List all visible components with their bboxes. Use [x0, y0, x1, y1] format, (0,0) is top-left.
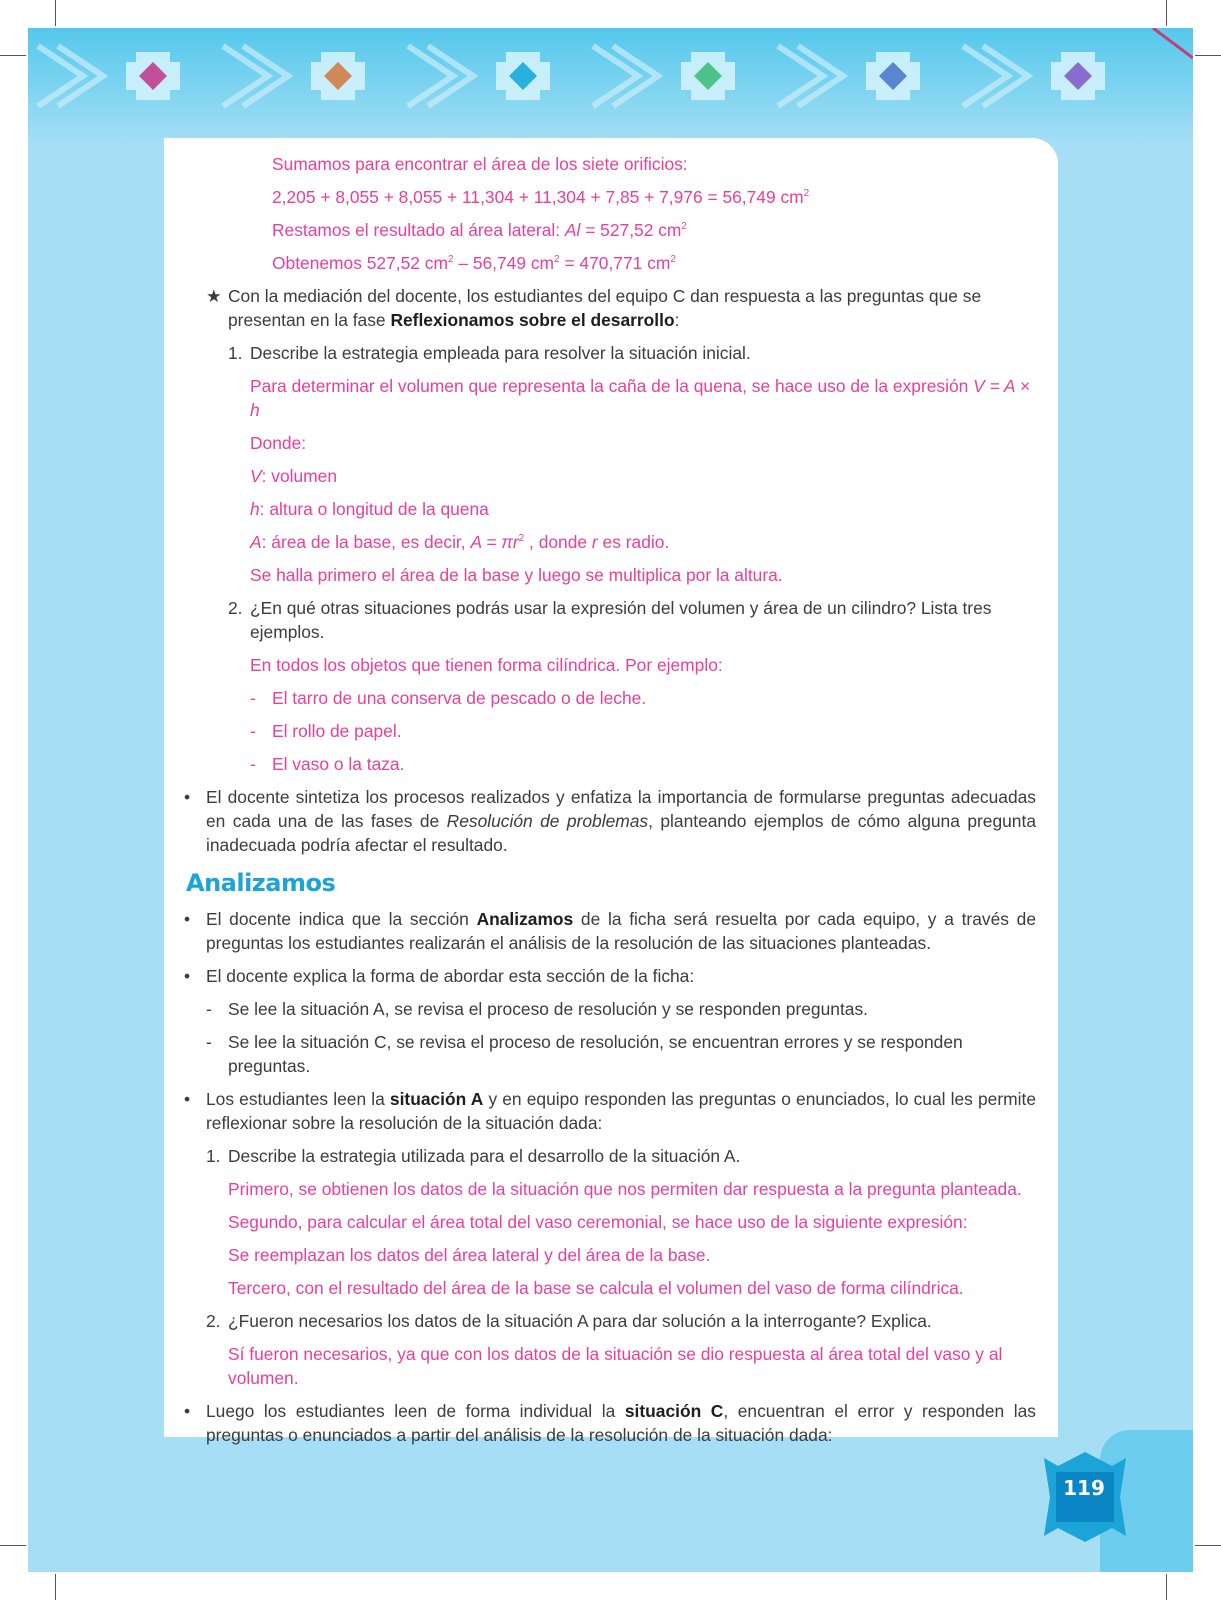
sub-item: - Se lee la situación C, se revisa el proceso de resolución, se encuentran errores y se responden preguntas. — [206, 1032, 963, 1076]
answer-line: Donde: — [250, 433, 307, 453]
question-a2: 2. ¿Fueron necesarios los datos de la situación A para dar solución a la interrogante? Explica. — [206, 1311, 932, 1331]
crop-mark — [55, 1574, 56, 1600]
example-item: - El tarro de una conserva de pescado o de leche. — [250, 688, 647, 708]
bullet-item: • Luego los estudiantes leen de forma individual la situación C, encuentran el error y responden las preguntas o enunciados a partir del análisis de la resolución de la situación dada: — [184, 1401, 1037, 1445]
answer-line: Segundo, para calcular el área total del vaso ceremonial, se hace uso de la siguiente expresión: — [228, 1212, 968, 1232]
bullet-item: • El docente sintetiza los procesos realizados y enfatiza la importancia de formularse preguntas adecuadas en cada una de las fases de Resolución de problemas, planteando ejemplos de cómo alguna pregunta inadecuada podría afectar el resultado. — [184, 787, 1036, 855]
crop-mark — [1166, 1574, 1167, 1600]
star-icon: ★ — [206, 286, 222, 306]
answer-line: A: área de la base, es decir, $A = \pi r^2$ , donde r es radio. — [250, 532, 670, 552]
page-content — [164, 152, 1036, 1456]
section-heading: Analizamos — [186, 869, 336, 897]
bullet-item: • El docente explica la forma de abordar esta sección de la ficha: — [184, 966, 695, 986]
crop-mark — [0, 1545, 26, 1546]
answer-line: h: altura o longitud de la quena — [250, 499, 489, 519]
bullet-item: • Los estudiantes leen la situación A y en equipo responden las preguntas o enunciados, lo cual les permite reflexionar sobre la resolución de la situación dada: — [184, 1089, 1036, 1133]
example-item: - El vaso o la taza. — [250, 754, 405, 774]
crop-mark — [0, 55, 26, 56]
question-2: 2. ¿En qué otras situaciones podrás usar la expresión del volumen y área de un cilindro? Lista tres ejemplos. — [228, 598, 992, 642]
answer-line: Sí fueron necesarios, ya que con los datos de la situación se dio respuesta al área total del vaso y al volumen. — [228, 1344, 1003, 1388]
answer-line: Para determinar el volumen que representa la caña de la quena, se hace uso de la expresión V = A × h — [250, 376, 1030, 420]
answer-line: En todos los objetos que tienen forma cilíndrica. Por ejemplo: — [250, 655, 723, 675]
answer-line: V: volumen — [250, 466, 338, 486]
sub-item: - Se lee la situación A, se revisa el proceso de resolución y se responden preguntas. — [206, 999, 868, 1019]
answer-line: Se reemplazan los datos del área lateral y del área de la base. — [228, 1245, 711, 1265]
answer-line: Primero, se obtienen los datos de la situación que nos permiten dar respuesta a la pregunta planteada. — [228, 1179, 1022, 1199]
crop-mark — [1195, 1545, 1221, 1546]
question-1: 1. Describe la estrategia empleada para resolver la situación inicial. — [228, 343, 751, 363]
calc-line-4: Obtenemos 527,52 $cm^2 - 56,749$ $cm^2 = 470,771$ $cm^2$ — [272, 253, 676, 273]
calc-line-1: Sumamos para encontrar el área de los siete orificios: — [272, 154, 688, 174]
calc-line-3: Restamos el resultado al área lateral: Al = 527,52 $cm^2$ — [272, 220, 687, 240]
decorative-banner — [28, 28, 1193, 146]
answer-line: Se halla primero el área de la base y luego se multiplica por la altura. — [250, 565, 783, 585]
answer-line: Tercero, con el resultado del área de la base se calcula el volumen del vaso de forma cilíndrica. — [228, 1278, 964, 1298]
calc-line-2: 2,205 + 8,055 + 8,055 + 11,304 + 11,304 + 7,85 + 7,976 = 56,749 $cm^2$ — [272, 187, 810, 207]
star-item: ★ Con la mediación del docente, los estudiantes del equipo C dan respuesta a las preguntas que se presentan en la fase Reflexionamos sobre el desarrollo: — [206, 286, 982, 330]
example-item: - El rollo de papel. — [250, 721, 402, 741]
crop-mark — [55, 0, 56, 26]
crop-mark — [1166, 0, 1167, 26]
page-number: 119 — [1063, 1476, 1105, 1500]
crop-mark — [1195, 55, 1221, 56]
bullet-item: • El docente indica que la sección Analizamos de la ficha será resuelta por cada equipo, y a través de preguntas los estudiantes realizarán el análisis de la resolución de las situaciones planteadas. — [184, 909, 1037, 953]
question-a1: 1. Describe la estrategia utilizada para el desarrollo de la situación A. — [206, 1146, 741, 1166]
